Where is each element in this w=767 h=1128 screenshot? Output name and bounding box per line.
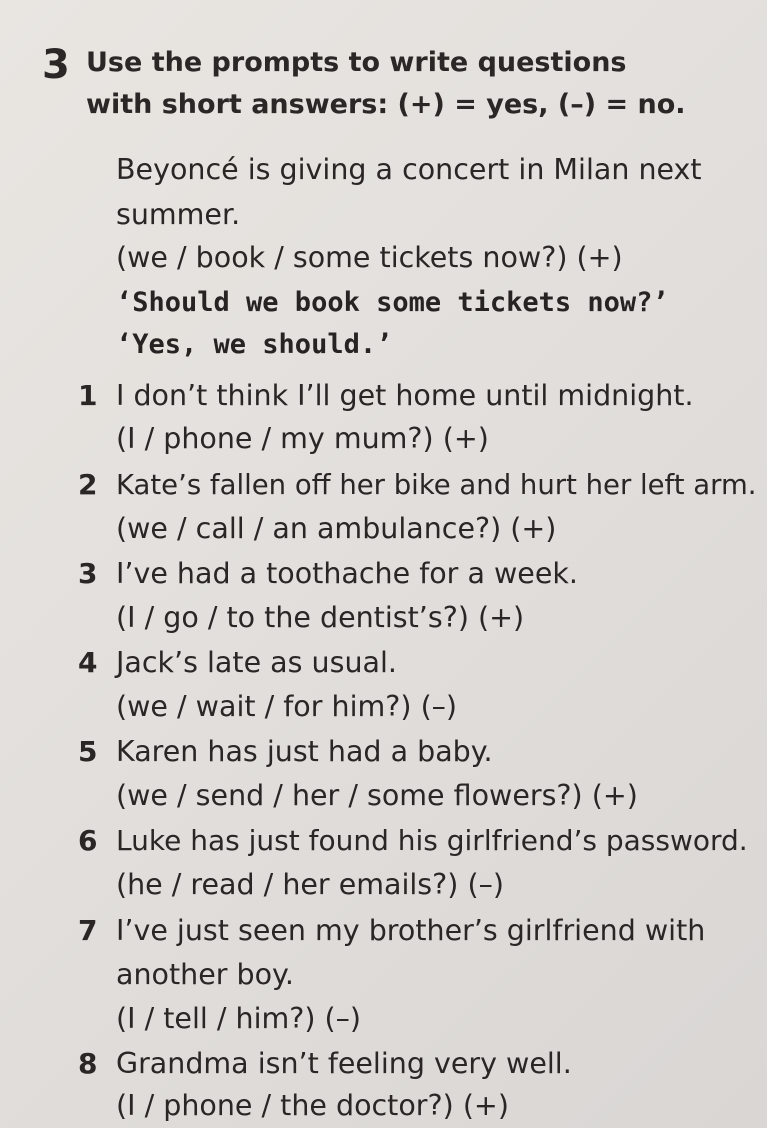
item-number: 5 [78,735,98,768]
example-prompt: (we / book / some tickets now?) (+) [116,241,623,274]
item-text: Karen has just had a baby. [116,735,493,768]
item-prompt: (I / phone / the doctor?) (+) [116,1089,509,1122]
item-text: Jack’s late as usual. [116,646,397,679]
item-number: 8 [78,1047,98,1080]
example-text-line-1: Beyoncé is giving a concert in Milan next [116,153,702,186]
item-prompt: (I / go / to the dentist’s?) (+) [116,601,525,634]
item-text: I’ve just seen my brother’s girlfriend with [116,914,706,947]
example-answer-short: ‘Yes, we should.’ [116,329,393,360]
item-prompt: (he / read / her emails?) (–) [116,868,504,901]
item-prompt: (we / send / her / some flowers?) (+) [116,779,638,812]
item-number: 3 [78,557,98,590]
item-prompt: (we / wait / for him?) (–) [116,690,458,723]
item-prompt: (we / call / an ambulance?) (+) [116,512,557,545]
example-answer-question: ‘Should we book some tickets now?’ [116,287,669,318]
item-text: I don’t think I’ll get home until midnight. [116,379,694,412]
item-prompt: (I / tell / him?) (–) [116,1002,362,1035]
item-text: Grandma isn’t feeling very well. [116,1047,572,1080]
exercise-number: 3 [42,42,70,88]
item-number: 7 [78,914,98,947]
item-prompt: (I / phone / my mum?) (+) [116,422,489,455]
example-text-line-2: summer. [116,198,241,231]
item-text-continued: another boy. [116,958,294,991]
item-number: 2 [78,468,98,501]
item-text: I’ve had a toothache for a week. [116,557,578,590]
item-text: Kate’s fallen off her bike and hurt her left arm. [116,469,757,501]
item-number: 1 [78,379,98,412]
item-number: 6 [78,824,98,857]
instruction-line-1: Use the prompts to write questions [86,47,627,78]
item-text: Luke has just found his girlfriend’s password. [116,824,748,857]
item-number: 4 [78,646,98,679]
instruction-line-2: with short answers: (+) = yes, (–) = no. [86,89,686,120]
